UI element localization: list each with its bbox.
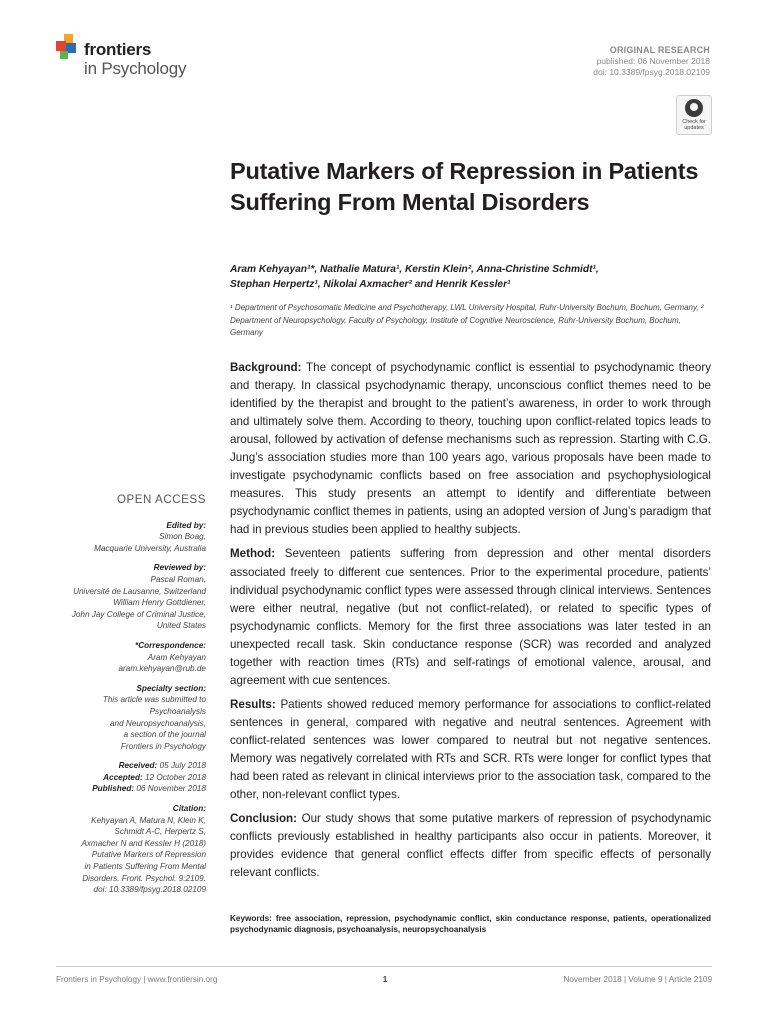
article-meta	[593, 45, 710, 78]
abstract	[230, 359, 711, 888]
author-list	[230, 262, 710, 292]
abstract-method	[230, 545, 711, 689]
open-access-label: OPEN ACCESS	[116, 494, 206, 506]
author-line: Stephan Herpertz¹, Nikolai Axmacher² and Henrik Kessler¹	[230, 279, 511, 290]
author-line: Aram Kehyayan¹*, Nathalie Matura¹, Kerstin Klein², Anna-Christine Schmidt¹,	[230, 264, 599, 275]
edited-by-section: Edited by: Simon Boag, Macquarie University, Australia	[94, 520, 206, 553]
section-label: Results:	[230, 697, 276, 711]
affiliations: ¹ Department of Psychosomatic Medicine and Psychotherapy, LWL University Hospital, Ruhr-University Bochum, Bochum, Germany, ² Department of Neuropsychology, Faculty of Psychology, Institute of Cognitive Neuroscience, Ruhr-University Bochum, Bochum, Germany	[230, 303, 704, 337]
page-number: 1	[382, 975, 388, 984]
footer-divider	[56, 966, 712, 967]
section-text: The concept of psychodynamic conflict is essential to psychodynamic theory and therapy. In classical psychodynamic therapy, unconscious conflict themes need to be identified by the therapist and brought to the patient’s awareness, in order to work through and ultimately solve them. According to theory, touching upon conflict-related topics leads to arousal, followed by activation of defense mechanisms such as repression. Starting with C.G. Jung’s association studies more than 100 years ago, various proposals have been made to investigate psychodynamic conflicts based on free association and psychophysiological measures. This study presents an attempt to identify and differentiate between psychodynamic conflict themes in patients, using an adopted version of Jung’s paradigm that had in previous studies been applied to healthy subjects.	[230, 361, 711, 537]
check-for-updates-button[interactable]: Check for updates	[676, 95, 712, 135]
logo-word-journal: in Psychology	[84, 59, 187, 78]
section-label: Method:	[230, 547, 276, 561]
abstract-conclusion	[230, 810, 711, 882]
footer-issue-info: November 2018 | Volume 9 | Article 2109	[563, 975, 712, 984]
footer-journal-link[interactable]: Frontiers in Psychology | www.frontiersin.org	[56, 975, 218, 984]
article-sidebar	[40, 495, 206, 904]
section-label: Background:	[230, 361, 302, 374]
correspondence-email-link[interactable]: aram.kehyayan@rub.de	[118, 664, 206, 674]
dates-section: Received: 05 July 2018 Accepted: 12 October 2018 Published: 06 November 2018	[92, 761, 206, 794]
section-label: Conclusion:	[230, 812, 297, 826]
section-text: Our study shows that some putative markers of repression of psychodynamic conflicts previously established in healthy participants also occur in patients. Moreover, it provides evidence that general conflict effects differ from specific effects of personally relevant conflicts.	[230, 812, 711, 880]
abstract-background	[230, 359, 711, 539]
citation-section: Citation: Kehyayan A, Matura N, Klein K, Schmidt A-C, Herpertz S, Axmacher N and Kessler H (2018) Putative Markers of Repression in Patients Suffering From Mental Disorders. Front. Psychol. 9:2109. doi: 10.3389/fpsyg.2018.02109	[40, 803, 206, 896]
article-doi[interactable]: doi: 10.3389/fpsyg.2018.02109	[593, 67, 710, 77]
published-date: published: 06 November 2018	[596, 56, 710, 66]
citation-doi-link[interactable]: doi: 10.3389/fpsyg.2018.02109	[93, 885, 206, 895]
abstract-results	[230, 696, 711, 804]
section-text: Seventeen patients suffering from depression and other mental disorders associated freely to different cue sentences. Prior to the experimental procedure, patients’ individual psychodynamic conflict types were assessed through clinical interviews. Sentences were either neutral, negative (but not conflict-related), or related to specific types of psychodynamic conflicts. Memory for the first three associations was later tested in an unexpected recall task. Skin conductance response (SCR) was recorded and analyzed together with reaction times (RTs) and self-ratings of emotional valence, arousal, and agreement with cue sentences.	[230, 547, 711, 687]
section-text: Patients showed reduced memory performance for associations to conflict-related sentences in general, compared with negative and neutral sentences. Agreement with conflict-related sentences was lower compared to neutral but not negative sentences. Memory was negatively correlated with RTs and SCR. RTs were longer for conflict types that had been rated as relevant in clinical interviews prior to the association task, compared to the other, non-relevant conflict types.	[230, 697, 711, 802]
logo-word-frontiers: frontiers	[84, 40, 152, 59]
article-title: Putative Markers of Repression in Patients Suffering From Mental Disorders	[230, 158, 699, 215]
check-updates-icon	[685, 99, 703, 117]
article-type: ORIGINAL RESEARCH	[609, 45, 710, 55]
reviewed-by-section: Reviewed by: Pascal Roman, Université de Lausanne, Switzerland William Henry Gottdiener, John Jay College of Criminal Justice, United States	[71, 563, 206, 631]
correspondence-section: *Correspondence: Aram Kehyayan aram.kehyayan@rub.de	[40, 640, 206, 675]
specialty-section: Specialty section: This article was submitted to Psychoanalysis and Neuropsychoanalysis, a section of the journal Frontiers in Psychology	[102, 683, 206, 751]
frontiers-logo-icon	[56, 34, 80, 60]
journal-logo[interactable]	[56, 34, 206, 84]
keywords: Keywords: free association, repression, psychodynamic conflict, skin conductance response, patients, operationalized psychodynamic diagnosis, psychoanalysis, neuropsychoanalysis	[230, 914, 711, 934]
